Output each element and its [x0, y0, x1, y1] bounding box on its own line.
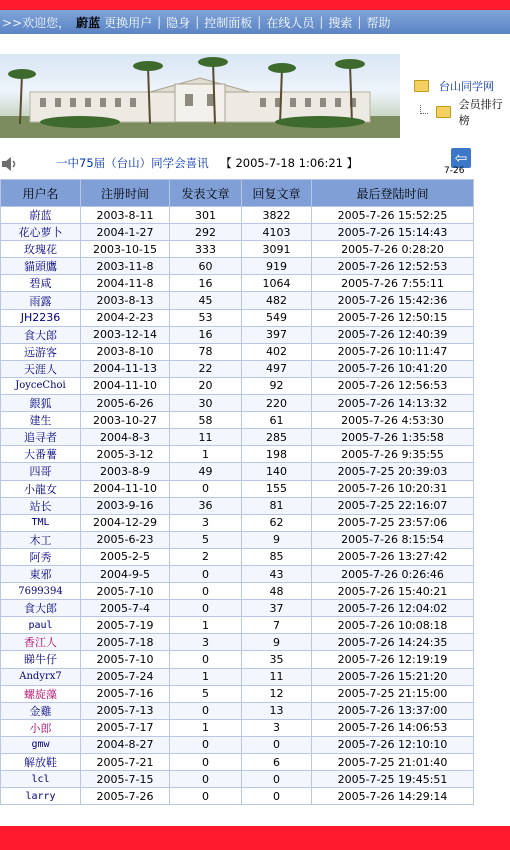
- table-row: [1, 651, 474, 668]
- reply-count: 0: [242, 736, 312, 753]
- register-date: 2004-2-23: [81, 309, 170, 326]
- table-row: [1, 788, 474, 805]
- reply-count: 140: [242, 463, 312, 480]
- member-name[interactable]: 四哥: [1, 463, 81, 480]
- reply-count: 497: [242, 360, 312, 377]
- table-row: [1, 241, 474, 258]
- top-red-border: [0, 0, 510, 10]
- tree-connector-icon: [420, 105, 428, 114]
- col-replies[interactable]: 回复文章: [242, 180, 312, 207]
- table-row: [1, 617, 474, 634]
- last-login: 2005-7-25 22:16:07: [312, 497, 474, 514]
- table-row: [1, 292, 474, 309]
- member-name[interactable]: 蔚蓝: [1, 207, 81, 224]
- post-count: 301: [170, 207, 242, 224]
- reply-count: 43: [242, 565, 312, 582]
- last-login: 2005-7-26 8:15:54: [312, 531, 474, 548]
- last-login: 2005-7-26 0:28:20: [312, 241, 474, 258]
- table-row: [1, 446, 474, 463]
- last-login: 2005-7-26 15:40:21: [312, 583, 474, 600]
- site-tree: [414, 78, 510, 128]
- member-name[interactable]: 追寻者: [1, 429, 81, 446]
- last-login: 2005-7-25 21:15:00: [312, 685, 474, 702]
- reply-count: 37: [242, 600, 312, 617]
- col-register-date[interactable]: 注册时间: [81, 180, 170, 207]
- member-name[interactable]: 食大郎: [1, 600, 81, 617]
- post-count: 0: [170, 480, 242, 497]
- register-date: 2003-9-16: [81, 497, 170, 514]
- member-name[interactable]: Andyrx7: [1, 668, 81, 685]
- reply-count: 397: [242, 326, 312, 343]
- nav-separator: |: [357, 15, 362, 29]
- table-row: [1, 531, 474, 548]
- nav-separator: |: [157, 15, 162, 29]
- reply-count: 61: [242, 412, 312, 429]
- table-row: [1, 583, 474, 600]
- last-login: 2005-7-26 12:04:02: [312, 600, 474, 617]
- post-count: 2: [170, 548, 242, 565]
- member-name[interactable]: 木工: [1, 531, 81, 548]
- last-login: 2005-7-25 20:39:03: [312, 463, 474, 480]
- col-username[interactable]: 用户名: [1, 180, 81, 207]
- table-row: [1, 412, 474, 429]
- last-login: 2005-7-26 14:24:35: [312, 634, 474, 651]
- register-date: 2005-7-17: [81, 719, 170, 736]
- member-name[interactable]: 7699394: [1, 583, 81, 600]
- register-date: 2003-8-13: [81, 292, 170, 309]
- post-count: 5: [170, 685, 242, 702]
- member-name[interactable]: 食大郎: [1, 326, 81, 343]
- folder-icon: [414, 80, 429, 92]
- table-row: [1, 754, 474, 771]
- post-count: 0: [170, 771, 242, 788]
- post-count: 53: [170, 309, 242, 326]
- table-row: [1, 258, 474, 275]
- register-date: 2005-7-18: [81, 634, 170, 651]
- table-header-row: [1, 180, 474, 207]
- member-name[interactable]: 睇牛仔: [1, 651, 81, 668]
- table-row: [1, 634, 474, 651]
- register-date: 2003-8-11: [81, 207, 170, 224]
- last-login: 2005-7-25 23:57:06: [312, 514, 474, 531]
- post-count: 1: [170, 446, 242, 463]
- table-row: [1, 395, 474, 412]
- post-count: 16: [170, 275, 242, 292]
- post-count: 60: [170, 258, 242, 275]
- nav-separator: |: [195, 15, 200, 29]
- table-row: [1, 360, 474, 377]
- member-name[interactable]: 小龍女: [1, 480, 81, 497]
- member-name[interactable]: gmw: [1, 736, 81, 753]
- last-login: 2005-7-26 15:42:36: [312, 292, 474, 309]
- col-posts[interactable]: 发表文章: [170, 180, 242, 207]
- reply-count: 9: [242, 634, 312, 651]
- member-name[interactable]: 貓頭鷹: [1, 258, 81, 275]
- register-date: 2005-7-16: [81, 685, 170, 702]
- register-date: 2003-11-8: [81, 258, 170, 275]
- table-row: [1, 702, 474, 719]
- last-login: 2005-7-26 13:37:00: [312, 702, 474, 719]
- register-date: 2003-8-10: [81, 343, 170, 360]
- table-row: [1, 463, 474, 480]
- last-login: 2005-7-26 12:19:19: [312, 651, 474, 668]
- post-count: 0: [170, 754, 242, 771]
- reply-count: 9: [242, 531, 312, 548]
- table-row: [1, 207, 474, 224]
- member-name[interactable]: 香江人: [1, 634, 81, 651]
- open-folder-icon: [436, 106, 450, 118]
- register-date: 2004-8-3: [81, 429, 170, 446]
- last-login: 2005-7-25 19:45:51: [312, 771, 474, 788]
- member-name[interactable]: lcl: [1, 771, 81, 788]
- register-date: 2005-7-15: [81, 771, 170, 788]
- last-login: 2005-7-26 12:50:15: [312, 309, 474, 326]
- announcement-title[interactable]: 一中75届（台山）同学会喜讯: [56, 156, 209, 170]
- current-user[interactable]: 蔚蓝: [76, 15, 101, 30]
- last-login: 2005-7-26 12:52:53: [312, 258, 474, 275]
- member-name[interactable]: 阿秀: [1, 548, 81, 565]
- post-count: 11: [170, 429, 242, 446]
- post-count: 0: [170, 702, 242, 719]
- member-name[interactable]: JH2236: [1, 309, 81, 326]
- register-date: 2004-11-10: [81, 377, 170, 394]
- table-row: [1, 275, 474, 292]
- register-date: 2003-10-27: [81, 412, 170, 429]
- table-row: [1, 719, 474, 736]
- top-navbar: [0, 10, 510, 34]
- post-count: 78: [170, 343, 242, 360]
- member-name[interactable]: 站长: [1, 497, 81, 514]
- register-date: 2005-3-12: [81, 446, 170, 463]
- post-count: 1: [170, 668, 242, 685]
- reply-count: 0: [242, 788, 312, 805]
- table-row: [1, 685, 474, 702]
- reply-count: 3: [242, 719, 312, 736]
- register-date: 2005-7-26: [81, 788, 170, 805]
- last-login: 2005-7-26 15:14:43: [312, 224, 474, 241]
- bottom-red-border: [0, 826, 510, 850]
- member-name[interactable]: 花心萝卜: [1, 224, 81, 241]
- announcement-datetime: 【 2005-7-18 1:06:21 】: [220, 156, 359, 170]
- post-count: 36: [170, 497, 242, 514]
- post-count: 16: [170, 326, 242, 343]
- member-name[interactable]: paul: [1, 617, 81, 634]
- post-count: 5: [170, 531, 242, 548]
- reply-count: 11: [242, 668, 312, 685]
- register-date: 2004-9-5: [81, 565, 170, 582]
- last-login: 2005-7-26 12:56:53: [312, 377, 474, 394]
- reply-count: 3822: [242, 207, 312, 224]
- announcement: [56, 155, 358, 171]
- last-login: 2005-7-26 7:55:11: [312, 275, 474, 292]
- register-date: 2005-6-26: [81, 395, 170, 412]
- post-count: 58: [170, 412, 242, 429]
- post-count: 0: [170, 600, 242, 617]
- member-name[interactable]: 远游客: [1, 343, 81, 360]
- table-row: [1, 600, 474, 617]
- tree-root[interactable]: [414, 78, 510, 94]
- reply-count: 4103: [242, 224, 312, 241]
- member-name[interactable]: 大番薯: [1, 446, 81, 463]
- post-count: 49: [170, 463, 242, 480]
- post-count: 30: [170, 395, 242, 412]
- last-login: 2005-7-26 15:21:20: [312, 668, 474, 685]
- last-login: 2005-7-26 14:13:32: [312, 395, 474, 412]
- register-date: 2005-7-19: [81, 617, 170, 634]
- nav-separator: |: [257, 15, 262, 29]
- table-row: [1, 548, 474, 565]
- register-date: 2003-12-14: [81, 326, 170, 343]
- post-count: 0: [170, 565, 242, 582]
- reply-count: 48: [242, 583, 312, 600]
- last-login: 2005-7-26 1:35:58: [312, 429, 474, 446]
- member-name[interactable]: 銀狐: [1, 395, 81, 412]
- last-login: 2005-7-26 10:08:18: [312, 617, 474, 634]
- reply-count: 81: [242, 497, 312, 514]
- post-count: 292: [170, 224, 242, 241]
- reply-count: 62: [242, 514, 312, 531]
- last-login: 2005-7-26 14:29:14: [312, 788, 474, 805]
- post-count: 1: [170, 719, 242, 736]
- post-count: 3: [170, 634, 242, 651]
- nav-invisible[interactable]: 隐身: [166, 15, 191, 30]
- register-date: 2005-7-10: [81, 583, 170, 600]
- tree-child-label: 会员排行榜: [458, 98, 503, 127]
- member-name[interactable]: 東邪: [1, 565, 81, 582]
- register-date: 2005-7-13: [81, 702, 170, 719]
- table-row: [1, 771, 474, 788]
- member-name[interactable]: 天涯人: [1, 360, 81, 377]
- reply-count: 285: [242, 429, 312, 446]
- reply-count: 198: [242, 446, 312, 463]
- last-login: 2005-7-25 21:01:40: [312, 754, 474, 771]
- register-date: 2004-8-27: [81, 736, 170, 753]
- table-row: [1, 668, 474, 685]
- table-row: [1, 565, 474, 582]
- nav-separator: |: [319, 15, 324, 29]
- register-date: 2005-2-5: [81, 548, 170, 565]
- member-name[interactable]: 金雞: [1, 702, 81, 719]
- last-login: 2005-7-26 12:10:10: [312, 736, 474, 753]
- member-name[interactable]: 螺旋藻: [1, 685, 81, 702]
- reply-count: 220: [242, 395, 312, 412]
- register-date: 2003-10-15: [81, 241, 170, 258]
- nav-online-users[interactable]: 在线人员: [266, 15, 315, 30]
- member-name[interactable]: larry: [1, 788, 81, 805]
- post-count: 0: [170, 583, 242, 600]
- reply-count: 919: [242, 258, 312, 275]
- register-date: 2004-11-8: [81, 275, 170, 292]
- register-date: 2004-12-29: [81, 514, 170, 531]
- col-last-login[interactable]: 最后登陆时间: [312, 180, 474, 207]
- table-row: [1, 343, 474, 360]
- table-row: [1, 497, 474, 514]
- last-login: 2005-7-26 10:41:20: [312, 360, 474, 377]
- back-arrow-icon[interactable]: ⇦: [451, 148, 471, 168]
- post-count: 22: [170, 360, 242, 377]
- reply-count: 12: [242, 685, 312, 702]
- member-name[interactable]: 雨露: [1, 292, 81, 309]
- reply-count: 6: [242, 754, 312, 771]
- post-count: 0: [170, 736, 242, 753]
- reply-count: 7: [242, 617, 312, 634]
- reply-count: 92: [242, 377, 312, 394]
- reply-count: 549: [242, 309, 312, 326]
- table-row: [1, 326, 474, 343]
- member-name[interactable]: 建生: [1, 412, 81, 429]
- member-name[interactable]: JoyceChoi: [1, 377, 81, 394]
- reply-count: 0: [242, 771, 312, 788]
- reply-count: 3091: [242, 241, 312, 258]
- last-login: 2005-7-26 9:35:55: [312, 446, 474, 463]
- member-name[interactable]: TML: [1, 514, 81, 531]
- register-date: 2005-6-23: [81, 531, 170, 548]
- school-banner-image: [0, 54, 400, 138]
- last-login: 2005-7-26 0:26:46: [312, 565, 474, 582]
- post-count: 20: [170, 377, 242, 394]
- last-login: 2005-7-26 14:06:53: [312, 719, 474, 736]
- register-date: 2005-7-10: [81, 651, 170, 668]
- last-login: 2005-7-26 15:52:25: [312, 207, 474, 224]
- post-count: 45: [170, 292, 242, 309]
- last-login: 2005-7-26 4:53:30: [312, 412, 474, 429]
- nav-search[interactable]: 搜索: [328, 15, 353, 30]
- welcome-text: >>欢迎您，: [2, 15, 71, 30]
- member-name[interactable]: 玫瑰花: [1, 241, 81, 258]
- nav-help[interactable]: 帮助: [366, 15, 391, 30]
- reply-count: 1064: [242, 275, 312, 292]
- register-date: 2004-11-13: [81, 360, 170, 377]
- table-row: [1, 429, 474, 446]
- nav-switch-user[interactable]: 更换用户: [104, 15, 153, 30]
- reply-count: 35: [242, 651, 312, 668]
- last-login: 2005-7-26 10:20:31: [312, 480, 474, 497]
- member-name[interactable]: 碧咸: [1, 275, 81, 292]
- table-row: [1, 309, 474, 326]
- table-row: [1, 480, 474, 497]
- post-count: 333: [170, 241, 242, 258]
- post-count: 1: [170, 617, 242, 634]
- post-count: 0: [170, 788, 242, 805]
- table-row: [1, 224, 474, 241]
- last-login: 2005-7-26 10:11:47: [312, 343, 474, 360]
- table-row: [1, 377, 474, 394]
- register-date: 2003-8-9: [81, 463, 170, 480]
- register-date: 2004-1-27: [81, 224, 170, 241]
- register-date: 2005-7-24: [81, 668, 170, 685]
- table-row: [1, 514, 474, 531]
- reply-count: 482: [242, 292, 312, 309]
- last-login: 2005-7-26 13:27:42: [312, 548, 474, 565]
- reply-count: 85: [242, 548, 312, 565]
- tree-root-label[interactable]: 台山同学网: [439, 80, 494, 93]
- last-login: 2005-7-26 12:40:39: [312, 326, 474, 343]
- member-ranking-table: [0, 179, 474, 805]
- reply-count: 155: [242, 480, 312, 497]
- reply-count: 402: [242, 343, 312, 360]
- post-count: 3: [170, 514, 242, 531]
- tree-child[interactable]: [420, 96, 510, 128]
- register-date: 2004-11-10: [81, 480, 170, 497]
- back-date: 7-26: [444, 166, 465, 176]
- table-row: [1, 736, 474, 753]
- register-date: 2005-7-21: [81, 754, 170, 771]
- nav-control-panel[interactable]: 控制面板: [204, 15, 253, 30]
- speaker-icon: [0, 155, 18, 173]
- member-name[interactable]: 解放鞋: [1, 754, 81, 771]
- reply-count: 13: [242, 702, 312, 719]
- post-count: 0: [170, 651, 242, 668]
- member-name[interactable]: 小郎: [1, 719, 81, 736]
- register-date: 2005-7-4: [81, 600, 170, 617]
